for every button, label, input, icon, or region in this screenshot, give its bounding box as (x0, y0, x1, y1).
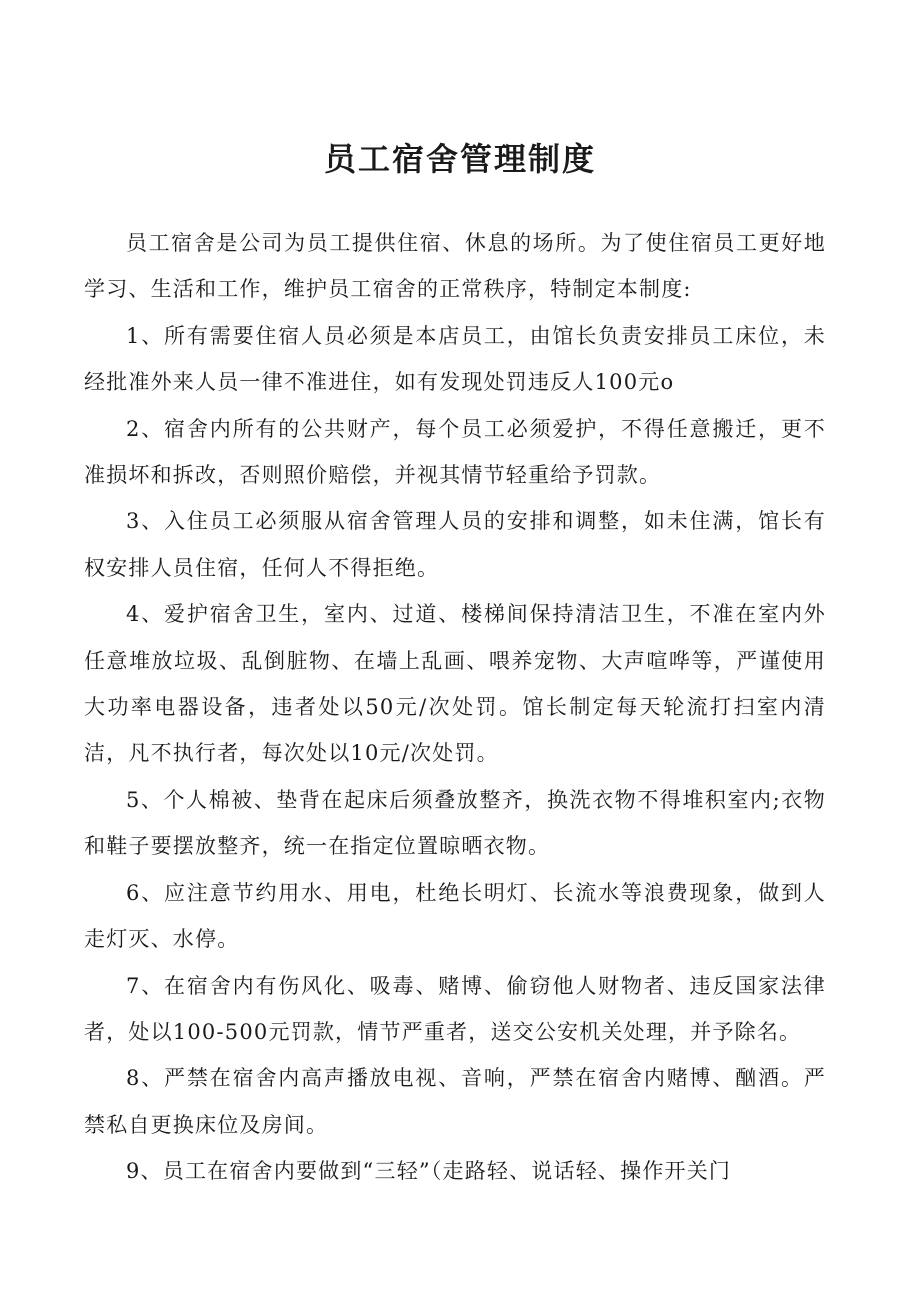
rule-paragraph-3: 3、入住员工必须服从宿舍管理人员的安排和调整，如未住满，馆长有权安排人员住宿，任何人不得拒绝。 (84, 509, 826, 580)
document-body (84, 220, 826, 1195)
rule-paragraph-1: 1、所有需要住宿人员必须是本店员工，由馆长负责安排员工床位，未经批准外来人员一律不准进住，如有发现处罚违反人100元o (84, 323, 826, 395)
rule-paragraph-7: 7、在宿舍内有伤风化、吸毒、赌博、偷窃他人财物者、违反国家法律者，处以100-500元罚款，情节严重者，送交公安机关处理，并予除名。 (84, 973, 826, 1044)
rule-paragraph-5: 5、个人棉被、垫背在起床后须叠放整齐，换洗衣物不得堆积室内;衣物和鞋子要摆放整齐，统一在指定位置晾晒衣物。 (84, 787, 826, 859)
rule-paragraph-2: 2、宿舍内所有的公共财产，每个员工必须爱护，不得任意搬迁，更不准损坏和拆改，否则照价赔偿，并视其情节轻重给予罚款。 (84, 416, 826, 488)
rule-paragraph-9: 9、员工在宿舍内要做到“三轻”（走路轻、说话轻、操作开关门 (126, 1159, 732, 1184)
rule-paragraph-8: 8、严禁在宿舍内高声播放电视、音响，严禁在宿舍内赌博、酗酒。严禁私自更换床位及房间。 (84, 1066, 826, 1137)
rule-paragraph-4: 4、爱护宿舍卫生，室内、过道、楼梯间保持清洁卫生，不准在室内外任意堆放垃圾、乱倒脏物、在墙上乱画、喂养宠物、大声喧哗等，严谨使用大功率电器设备，违者处以50元/次处罚。馆长制定每天轮流打扫室内清洁，凡不执行者，每次处以10元/次处罚。 (84, 602, 826, 766)
intro-paragraph: 员工宿舍是公司为员工提供住宿、休息的场所。为了使住宿员工更好地学习、生活和工作，维护员工宿舍的正常秩序，特制定本制度: (84, 231, 826, 302)
rule-paragraph-6: 6、应注意节约用水、用电，杜绝长明灯、长流水等浪费现象，做到人走灯灭、水停。 (84, 880, 826, 952)
page-title: 员工宿舍管理制度 (323, 140, 596, 179)
